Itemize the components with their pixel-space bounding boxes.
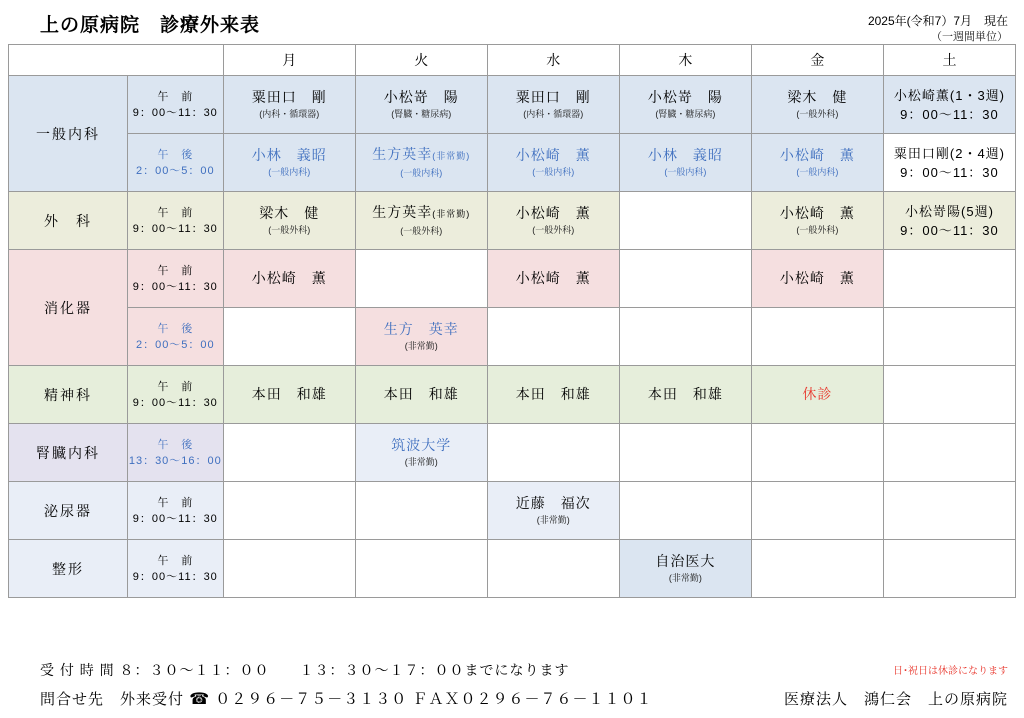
schedule-cell: 粟田口剛(2・4週) 9：00～11：30 xyxy=(883,134,1015,192)
schedule-cell xyxy=(751,482,883,540)
schedule-cell: 梁木 健 (一般外科) xyxy=(751,76,883,134)
page-title: 上の原病院 診療外来表 xyxy=(40,15,261,36)
schedule-cell xyxy=(487,424,619,482)
schedule-cell: 小松崎 薫 (一般外科) xyxy=(487,192,619,250)
schedule-cell: 本田 和雄 xyxy=(619,366,751,424)
schedule-cell: 小松崎 薫 (一般内科) xyxy=(487,134,619,192)
schedule-cell xyxy=(619,192,751,250)
phone-number: ０２９６－７５－３１３０ xyxy=(215,691,408,708)
table-row xyxy=(9,134,1016,192)
schedule-cell xyxy=(883,482,1015,540)
time-label: 午 前 9：00～11：30 xyxy=(127,482,223,540)
schedule-cell xyxy=(355,250,487,308)
schedule-cell: 小松崎 薫 (一般内科) xyxy=(751,134,883,192)
schedule-cell: 小松嵜 陽 (腎臓・糖尿病) xyxy=(619,76,751,134)
dept-label-surgery: 外 科 xyxy=(9,192,128,250)
table-row xyxy=(9,424,1016,482)
table-row xyxy=(9,366,1016,424)
schedule-cell xyxy=(883,540,1015,598)
dept-label-nephrology: 腎臓内科 xyxy=(9,424,128,482)
schedule-cell xyxy=(883,424,1015,482)
schedule-cell: 小松崎薫(1・3週) 9：00～11：30 xyxy=(883,76,1015,134)
corner-cell xyxy=(9,45,224,76)
time-label: 午 後 2：00～5：00 xyxy=(127,134,223,192)
schedule-cell: 小松崎 薫 xyxy=(223,250,355,308)
dept-label-orthopedics: 整形 xyxy=(9,540,128,598)
table-row xyxy=(9,250,1016,308)
schedule-table xyxy=(8,44,1016,598)
schedule-cell-closed: 休診 xyxy=(751,366,883,424)
schedule-cell xyxy=(355,540,487,598)
time-label: 午 前 9：00～11：30 xyxy=(127,250,223,308)
time-label: 午 前 9：00～11：30 xyxy=(127,192,223,250)
time-label: 午 前 9：00～11：30 xyxy=(127,76,223,134)
schedule-cell: 本田 和雄 xyxy=(355,366,487,424)
schedule-cell: 小松嵜 陽 (腎臓・糖尿病) xyxy=(355,76,487,134)
table-header-row xyxy=(9,45,1016,76)
unit-note: （一週間単位） xyxy=(931,31,1008,43)
schedule-cell xyxy=(355,482,487,540)
table-row xyxy=(9,192,1016,250)
schedule-cell: 筑波大学 (非常勤) xyxy=(355,424,487,482)
schedule-cell xyxy=(223,424,355,482)
dept-label-gastro: 消化器 xyxy=(9,250,128,366)
schedule-table-wrap xyxy=(8,44,1016,598)
day-header-sat: 土 xyxy=(883,45,1015,76)
telephone-icon: ☎ xyxy=(189,691,211,708)
schedule-cell xyxy=(751,308,883,366)
current-date-note: 2025年(令和7）7月 現在 xyxy=(867,14,1008,28)
schedule-cell: 小松崎 薫 xyxy=(487,250,619,308)
schedule-cell: 小林 義昭 (一般内科) xyxy=(223,134,355,192)
schedule-cell xyxy=(487,308,619,366)
dept-label-psychiatry: 精神科 xyxy=(9,366,128,424)
contact-line xyxy=(40,688,653,709)
schedule-cell xyxy=(751,424,883,482)
schedule-cell xyxy=(223,308,355,366)
schedule-cell xyxy=(619,482,751,540)
schedule-cell: 自治医大 (非常勤) xyxy=(619,540,751,598)
day-header-fri: 金 xyxy=(751,45,883,76)
schedule-cell xyxy=(883,308,1015,366)
day-header-tue: 火 xyxy=(355,45,487,76)
schedule-cell: 生方 英幸 (非常勤) xyxy=(355,308,487,366)
schedule-cell xyxy=(223,482,355,540)
contact-label: 問合せ先 外来受付 xyxy=(40,691,185,708)
schedule-cell xyxy=(883,250,1015,308)
header-date-block xyxy=(868,12,1008,44)
schedule-cell xyxy=(223,540,355,598)
page-header xyxy=(0,6,1024,43)
schedule-table-body xyxy=(9,76,1016,598)
schedule-cell: 小松崎 薫 xyxy=(751,250,883,308)
holiday-note: 日･祝日は休診になります xyxy=(893,666,1008,677)
day-header-wed: 水 xyxy=(487,45,619,76)
schedule-cell xyxy=(751,540,883,598)
schedule-cell: 小松嵜陽(5週) 9：00～11：30 xyxy=(883,192,1015,250)
day-header-mon: 月 xyxy=(223,45,355,76)
dept-label-urology: 泌尿器 xyxy=(9,482,128,540)
time-label: 午 前 9：00～11：30 xyxy=(127,540,223,598)
table-row xyxy=(9,482,1016,540)
reception-hours: 受 付 時 間 ８：３０～１１：００ １３：３０～１７：００までになります xyxy=(40,662,570,678)
schedule-cell: 生方英幸(非常勤) (一般内科) xyxy=(355,134,487,192)
time-label: 午 後 2：00～5：00 xyxy=(127,308,223,366)
schedule-cell xyxy=(619,424,751,482)
schedule-cell: 粟田口 剛 (内科・循環器) xyxy=(223,76,355,134)
schedule-cell xyxy=(883,366,1015,424)
fax-number: ＦＡＸ０２９６－７６－１１０１ xyxy=(412,691,653,708)
dept-label-general-internal: 一般内科 xyxy=(9,76,128,192)
day-header-thu: 木 xyxy=(619,45,751,76)
schedule-cell: 近藤 福次 (非常勤) xyxy=(487,482,619,540)
schedule-cell: 小松崎 薫 (一般外科) xyxy=(751,192,883,250)
schedule-cell xyxy=(619,308,751,366)
table-row xyxy=(9,76,1016,134)
schedule-cell: 生方英幸(非常勤) (一般外科) xyxy=(355,192,487,250)
table-row xyxy=(9,540,1016,598)
schedule-cell: 粟田口 剛 (内科・循環器) xyxy=(487,76,619,134)
time-label: 午 後 13：30～16：00 xyxy=(127,424,223,482)
corporation-name: 医療法人 鴻仁会 上の原病院 xyxy=(783,691,1008,708)
schedule-cell: 本田 和雄 xyxy=(223,366,355,424)
schedule-cell xyxy=(487,540,619,598)
table-row xyxy=(9,308,1016,366)
schedule-cell: 本田 和雄 xyxy=(487,366,619,424)
schedule-cell: 小林 義昭 (一般内科) xyxy=(619,134,751,192)
time-label: 午 前 9：00～11：30 xyxy=(127,366,223,424)
schedule-cell: 梁木 健 (一般外科) xyxy=(223,192,355,250)
schedule-cell xyxy=(619,250,751,308)
